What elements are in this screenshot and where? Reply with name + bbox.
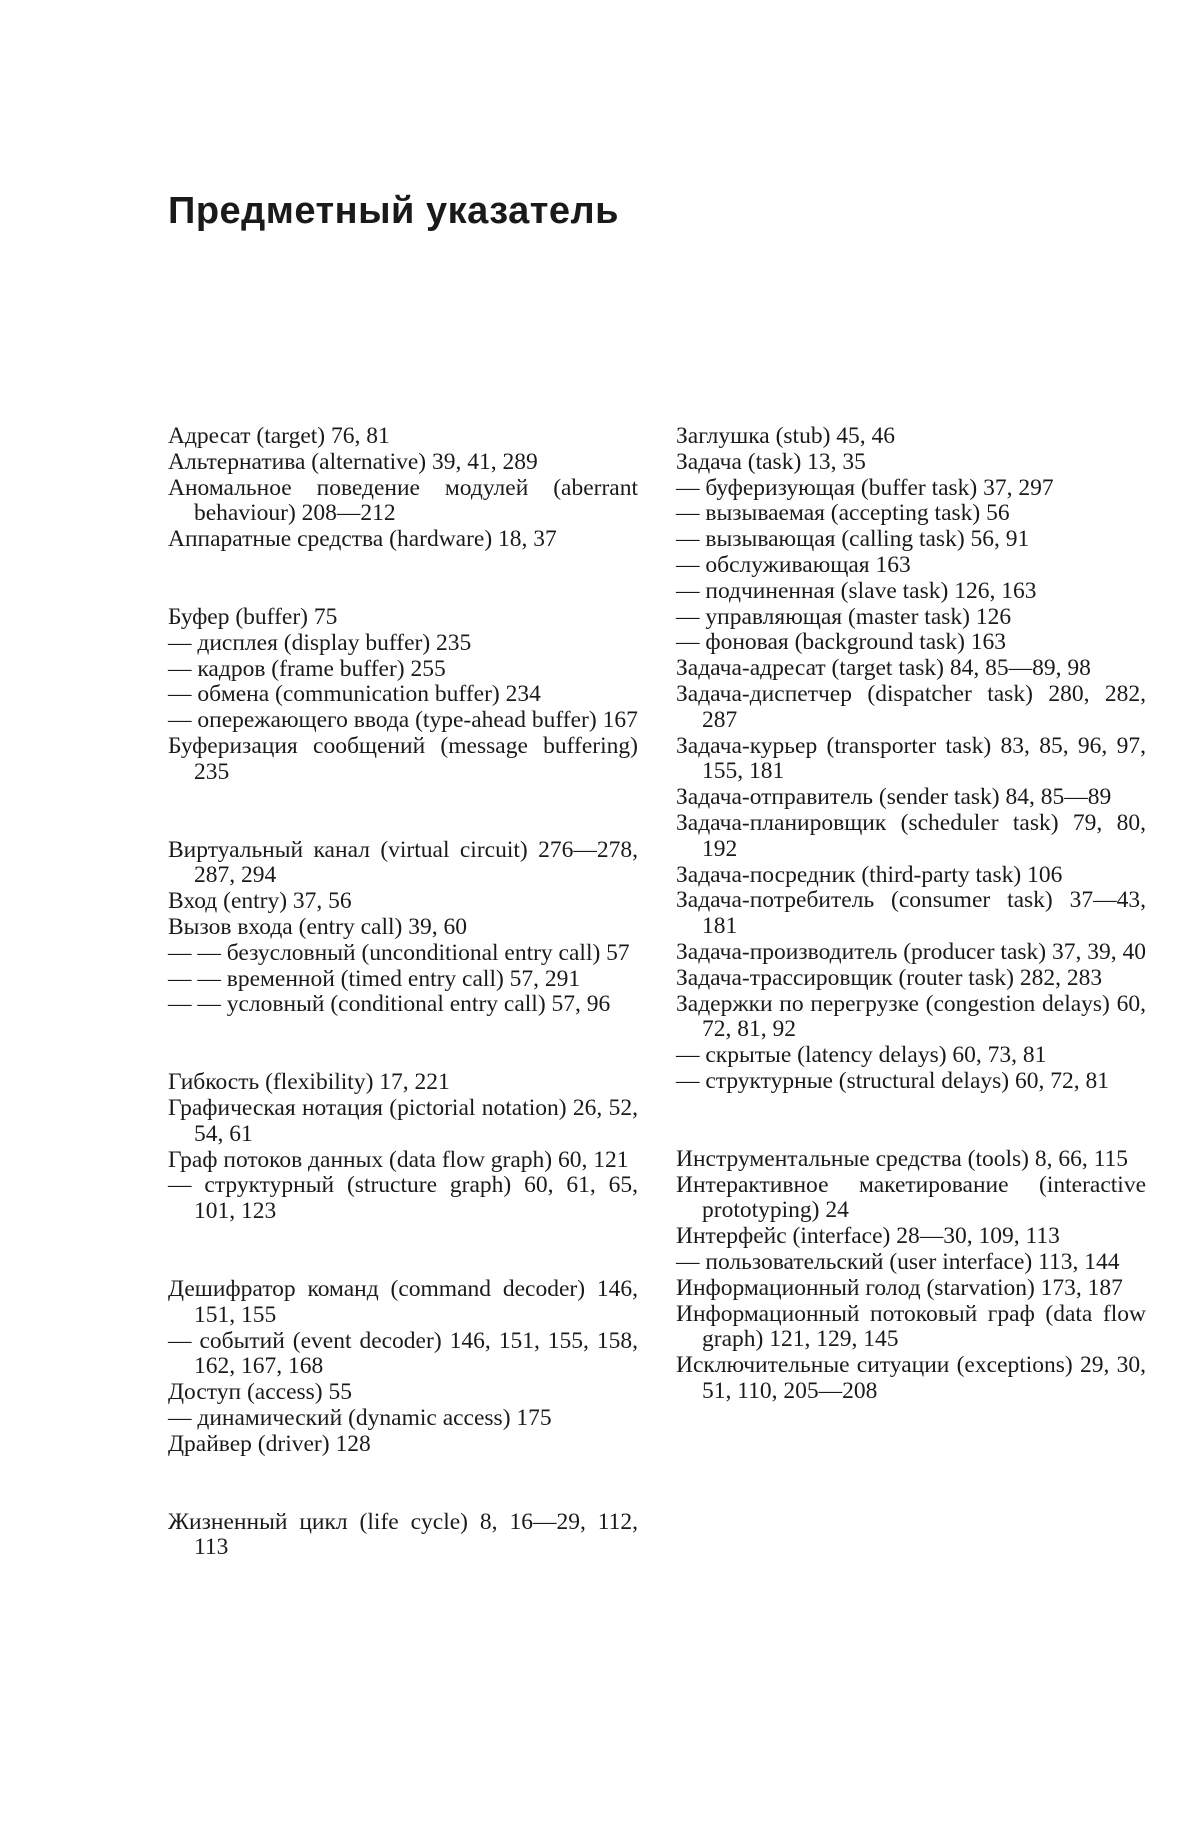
index-entry: — вызывающая (calling task) 56, 91 xyxy=(676,526,1030,553)
group-spacer xyxy=(168,786,638,838)
index-column-right xyxy=(676,424,1146,1405)
index-entry: Задача-посредник (third-party task) 106 xyxy=(676,861,1063,888)
index-entry: — — временной (timed entry call) 57, 291 xyxy=(168,965,581,992)
index-entry: Вызов входа (entry call) 39, 60 xyxy=(168,913,467,940)
index-entry: Задача (task) 13, 35 xyxy=(676,448,866,475)
index-entry: — дисплея (display buffer) 235 xyxy=(168,629,472,656)
index-entry: Драйвер (driver) 128 xyxy=(168,1430,371,1457)
index-entry: — буферизующая (buffer task) 37, 297 xyxy=(676,474,1054,501)
index-entry: Задача-диспетчер (dispatcher task) 280, 282, 287 xyxy=(676,680,1146,733)
index-entry: — вызываемая (accepting task) 56 xyxy=(676,500,1010,527)
group-spacer xyxy=(168,553,638,605)
index-entry: Буфер (buffer) 75 xyxy=(168,603,338,630)
index-entry: Дешифратор команд (command decoder) 146, 151, 155 xyxy=(168,1275,638,1328)
index-entry: Инструментальные средства (tools) 8, 66, 115 xyxy=(676,1145,1129,1172)
index-entry: — событий (event decoder) 146, 151, 155, 158, 162, 167, 168 xyxy=(168,1327,638,1380)
index-entry: Задача-отправитель (sender task) 84, 85—89 xyxy=(676,784,1112,811)
index-entry: Информационный голод (starvation) 173, 187 xyxy=(676,1274,1123,1301)
index-entry: — структурные (structural delays) 60, 72, 81 xyxy=(676,1067,1109,1094)
index-entry: Жизненный цикл (life cycle) 8, 16—29, 112, 113 xyxy=(168,1508,638,1561)
index-entry: — пользовательский (user interface) 113, 144 xyxy=(676,1248,1120,1275)
index-entry: Задача-производитель (producer task) 37, 39, 40 xyxy=(676,938,1146,965)
index-entry: Заглушка (stub) 45, 46 xyxy=(676,423,896,449)
index-entry: — опережающего ввода (type-ahead buffer) 167 xyxy=(168,707,638,734)
index-entry: Задача-адресат (target task) 84, 85—89, 98 xyxy=(676,655,1091,682)
index-column-left xyxy=(168,424,638,1561)
group-spacer xyxy=(676,1095,1146,1147)
index-entry: — кадров (frame buffer) 255 xyxy=(168,655,446,682)
index-entry: Задача-потребитель (consumer task) 37—43, 181 xyxy=(676,887,1146,940)
index-entry: — скрытые (latency delays) 60, 73, 81 xyxy=(676,1042,1047,1069)
index-entry: Задача-планировщик (scheduler task) 79, 80, 192 xyxy=(676,809,1146,862)
group-spacer xyxy=(168,1458,638,1510)
index-entry: Гибкость (flexibility) 17, 221 xyxy=(168,1069,450,1096)
index-entry: Граф потоков данных (data flow graph) 60, 121 xyxy=(168,1146,629,1173)
index-entry: Интерфейс (interface) 28—30, 109, 113 xyxy=(676,1223,1060,1250)
index-entry: — обслуживающая 163 xyxy=(676,551,911,578)
index-entry: — — безусловный (unconditional entry call) 57 xyxy=(168,939,630,966)
index-entry: Аппаратные средства (hardware) 18, 37 xyxy=(168,526,557,553)
index-entry: — динамический (dynamic access) 175 xyxy=(168,1404,552,1431)
index-entry: Аномальное поведение модулей (aberrant behaviour) 208—212 xyxy=(168,474,638,527)
index-entry: — — условный (conditional entry call) 57, 96 xyxy=(168,991,611,1018)
index-entry: Виртуальный канал (virtual circuit) 276—278, 287, 294 xyxy=(168,836,638,889)
index-entry: — фоновая (background task) 163 xyxy=(676,629,1007,656)
index-entry: Задача-курьер (transporter task) 83, 85, 96, 97, 155, 181 xyxy=(676,732,1146,785)
index-entry: Адресат (target) 76, 81 xyxy=(168,423,390,449)
index-entry: Вход (entry) 37, 56 xyxy=(168,888,352,915)
index-entry: Информационный потоковый граф (data flow graph) 121, 129, 145 xyxy=(676,1300,1146,1353)
group-spacer xyxy=(168,1018,638,1070)
index-entry: — структурный (structure graph) 60, 61, 65, 101, 123 xyxy=(168,1172,638,1225)
index-entry: Альтернатива (alternative) 39, 41, 289 xyxy=(168,448,538,475)
page-title: Предметный указатель xyxy=(168,190,619,232)
index-entry: Задержки по перегрузке (congestion delays) 60, 72, 81, 92 xyxy=(676,990,1146,1043)
index-entry: Графическая нотация (pictorial notation) 26, 52, 54, 61 xyxy=(168,1094,638,1147)
index-entry: Доступ (access) 55 xyxy=(168,1379,352,1406)
index-entry: Интерактивное макетирование (interactive prototyping) 24 xyxy=(676,1171,1146,1224)
index-entry: — управляющая (master task) 126 xyxy=(676,603,1012,630)
group-spacer xyxy=(168,1225,638,1277)
index-entry: — подчиненная (slave task) 126, 163 xyxy=(676,577,1037,604)
index-entry: Исключительные ситуации (exceptions) 29, 30, 51, 110, 205—208 xyxy=(676,1352,1146,1404)
index-entry: — обмена (communication buffer) 234 xyxy=(168,681,541,708)
index-entry: Буферизация сообщений (message buffering) 235 xyxy=(168,732,638,785)
index-entry: Задача-трассировщик (router task) 282, 283 xyxy=(676,964,1103,991)
